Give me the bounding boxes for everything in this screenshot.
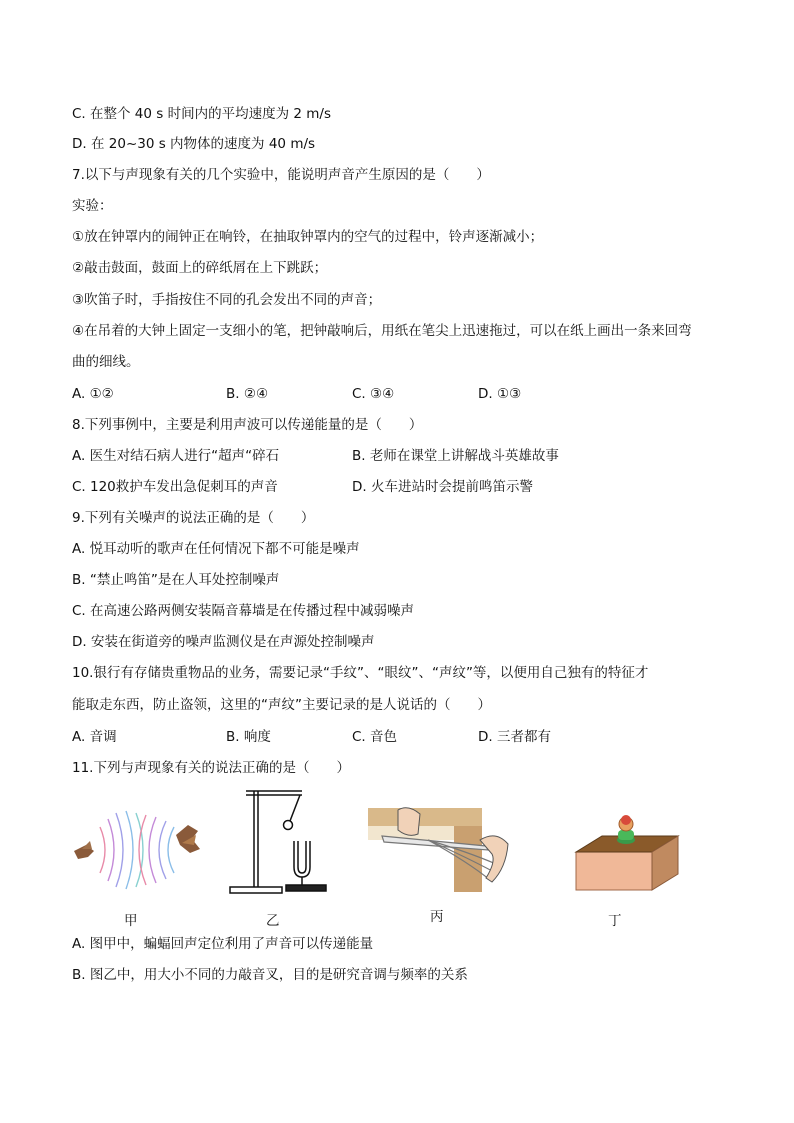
figure-ding-box — [572, 812, 684, 894]
question-10: 10.银行有存储贵重物品的业务，需要记录“手纹”、“眼纹”、“声纹”等，以便用自己独有的特征才 — [72, 665, 649, 681]
q7-experiment-1: ①放在钟罩内的闹钟正在响铃，在抽取钟罩内的空气的过程中，铃声逐渐减小； — [72, 229, 544, 245]
q6-option-c: C. 在整个 40 s 时间内的平均速度为 2 m/s — [72, 106, 331, 122]
q7-option-a: A. ①② — [72, 386, 114, 402]
q6-option-d: D. 在 20~30 s 内物体的速度为 40 m/s — [72, 136, 316, 152]
q7-experiment-4-cont: 曲的细线。 — [72, 354, 140, 370]
q7-experiment-2: ②敲击鼓面，鼓面上的碎纸屑在上下跳跃； — [72, 260, 328, 276]
question-8: 8.下列事例中，主要是利用声波可以传递能量的是（ ） — [72, 417, 423, 433]
question-11: 11.下列与声现象有关的说法正确的是（ ） — [72, 760, 350, 776]
question-10-cont: 能取走东西，防止盗领，这里的“声纹”主要记录的是人说话的（ ） — [72, 697, 491, 713]
q8-option-b: B. 老师在课堂上讲解战斗英雄故事 — [352, 448, 559, 464]
q10-option-a: A. 音调 — [72, 729, 117, 745]
q8-option-d: D. 火车进站时会提前鸣笛示警 — [352, 479, 533, 495]
q7-intro: 实验： — [72, 198, 113, 214]
q7-option-d: D. ①③ — [478, 386, 522, 402]
q8-option-a: A. 医生对结石病人进行“超声“碎石 — [72, 448, 280, 464]
q10-option-b: B. 响度 — [226, 729, 271, 745]
q10-option-d: D. 三者都有 — [478, 729, 551, 745]
q9-option-d: D. 安装在街道旁的噪声监测仪是在声源处控制噪声 — [72, 634, 375, 650]
q7-option-c: C. ③④ — [352, 386, 395, 402]
figure-caption-yi: 乙 — [266, 913, 280, 929]
q9-option-c: C. 在高速公路两侧安装隔音幕墙是在传播过程中减弱噪声 — [72, 603, 415, 619]
figure-jia-bats — [70, 805, 205, 890]
q10-option-c: C. 音色 — [352, 729, 398, 745]
q11-option-a: A. 图甲中，蝙蝠回声定位利用了声音可以传递能量 — [72, 936, 374, 952]
figure-yi-tuning-fork — [228, 783, 338, 898]
q11-option-b: B. 图乙中，用大小不同的力敲音叉，目的是研究音调与频率的关系 — [72, 967, 468, 983]
q7-option-b: B. ②④ — [226, 386, 269, 402]
q8-option-c: C. 120救护车发出急促刺耳的声音 — [72, 479, 278, 495]
figure-caption-ding: 丁 — [608, 913, 622, 929]
question-9: 9.下列有关噪声的说法正确的是（ ） — [72, 510, 315, 526]
figure-caption-bing: 丙 — [430, 909, 444, 925]
q9-option-a: A. 悦耳动听的歌声在任何情况下都不可能是噪声 — [72, 541, 360, 557]
q9-option-b: B. “禁止鸣笛”是在人耳处控制噪声 — [72, 572, 280, 588]
q7-experiment-3: ③吹笛子时，手指按住不同的孔会发出不同的声音； — [72, 292, 382, 308]
q7-experiment-4: ④在吊着的大钟上固定一支细小的笔，把钟敲响后，用纸在笔尖上迅速拖过，可以在纸上画出一条来回弯 — [72, 323, 692, 339]
figure-caption-jia: 甲 — [124, 913, 138, 929]
figure-bing-ruler — [368, 800, 516, 900]
question-7: 7.以下与声现象有关的几个实验中，能说明声音产生原因的是（ ） — [72, 167, 490, 183]
